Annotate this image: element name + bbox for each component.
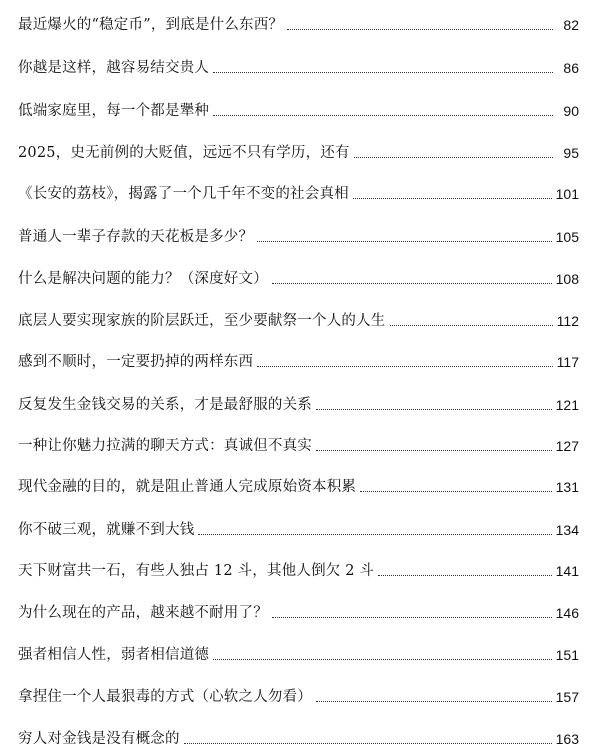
toc-entry[interactable] — [18, 682, 579, 706]
dot-leader — [184, 743, 552, 744]
dot-leader — [213, 72, 553, 73]
dot-leader — [378, 575, 551, 576]
toc-entry[interactable] — [18, 347, 579, 371]
toc-entry[interactable] — [18, 10, 579, 34]
entry-title: 天下财富共一石，有些人独占 12 斗，其他人倒欠 2 斗 — [18, 563, 375, 579]
dot-leader — [316, 450, 552, 451]
page-number: 121 — [555, 397, 579, 413]
page-number: 105 — [555, 229, 579, 245]
toc-entry[interactable] — [18, 556, 579, 580]
entry-title: 底层人要实现家族的阶层跃迁，至少要献祭一个人的人生 — [18, 313, 386, 329]
toc-entry[interactable] — [18, 53, 579, 77]
page-number: 131 — [555, 479, 579, 495]
dot-leader — [213, 115, 553, 116]
entry-title: 现代金融的目的，就是阻止普通人完成原始资本积累 — [18, 479, 357, 495]
toc-entry[interactable] — [18, 138, 579, 162]
page-number: 157 — [555, 689, 579, 705]
entry-title: 穷人对金钱是没有概念的 — [18, 731, 180, 747]
page-number: 151 — [555, 647, 579, 663]
dot-leader — [316, 409, 552, 410]
dot-leader — [316, 701, 552, 702]
dot-leader — [272, 617, 552, 618]
entry-title: 反复发生金钱交易的关系，才是最舒服的关系 — [18, 397, 312, 413]
page-number: 112 — [556, 313, 579, 329]
page-number: 141 — [555, 563, 579, 579]
toc-entry[interactable] — [18, 179, 579, 203]
dot-leader — [272, 283, 552, 284]
entry-title: 低端家庭里，每一个都是犟种 — [18, 103, 210, 119]
toc-entry[interactable] — [18, 472, 579, 496]
entry-title: 2025，史无前例的大贬值，远远不只有学历，还有 — [18, 145, 350, 161]
toc-entry[interactable] — [18, 306, 579, 330]
page-number: 146 — [555, 605, 579, 621]
toc-entry[interactable] — [18, 640, 579, 664]
dot-leader — [354, 157, 553, 158]
entry-title: 普通人一辈子存款的天花板是多少？ — [18, 229, 254, 245]
entry-title: 为什么现在的产品，越来越不耐用了？ — [18, 605, 268, 621]
toc-entry[interactable] — [18, 431, 579, 455]
page-number: 127 — [555, 438, 579, 454]
toc-entry[interactable] — [18, 724, 579, 748]
dot-leader — [390, 325, 553, 326]
entry-title: 强者相信人性，弱者相信道德 — [18, 647, 210, 663]
toc-entry[interactable] — [18, 96, 579, 120]
entry-title: 《长安的荔枝》，揭露了一个几千年不变的社会真相 — [18, 186, 349, 202]
page-number: 117 — [556, 354, 579, 370]
entry-title: 你不破三观，就赚不到大钱 — [18, 522, 195, 538]
toc-entry[interactable] — [18, 515, 579, 539]
toc-entry[interactable] — [18, 264, 579, 288]
toc-entry[interactable] — [18, 390, 579, 414]
dot-leader — [287, 29, 553, 30]
page-number: 101 — [555, 186, 579, 202]
entry-title: 拿捏住一个人最狠毒的方式（心软之人勿看） — [18, 689, 312, 705]
dot-leader — [360, 491, 552, 492]
page-number: 95 — [563, 145, 579, 161]
page-number: 163 — [555, 731, 579, 747]
toc-entry[interactable] — [18, 598, 579, 622]
entry-title: 最近爆火的“稳定币”，到底是什么东西？ — [18, 17, 284, 33]
dot-leader — [257, 366, 552, 367]
page-number: 90 — [563, 103, 579, 119]
dot-leader — [257, 241, 551, 242]
toc-entry[interactable] — [18, 222, 579, 246]
entry-title: 感到不顺时，一定要扔掉的两样东西 — [18, 354, 254, 370]
dot-leader — [198, 534, 551, 535]
entry-title: 一种让你魅力拉满的聊天方式：真诚但不真实 — [18, 438, 312, 454]
entry-title: 什么是解决问题的能力？（深度好文） — [18, 271, 268, 287]
page-number: 86 — [563, 60, 579, 76]
page-number: 82 — [563, 17, 579, 33]
dot-leader — [213, 659, 552, 660]
page-number: 134 — [555, 522, 579, 538]
dot-leader — [353, 198, 552, 199]
entry-title: 你越是这样，越容易结交贵人 — [18, 60, 210, 76]
page-number: 108 — [555, 271, 579, 287]
